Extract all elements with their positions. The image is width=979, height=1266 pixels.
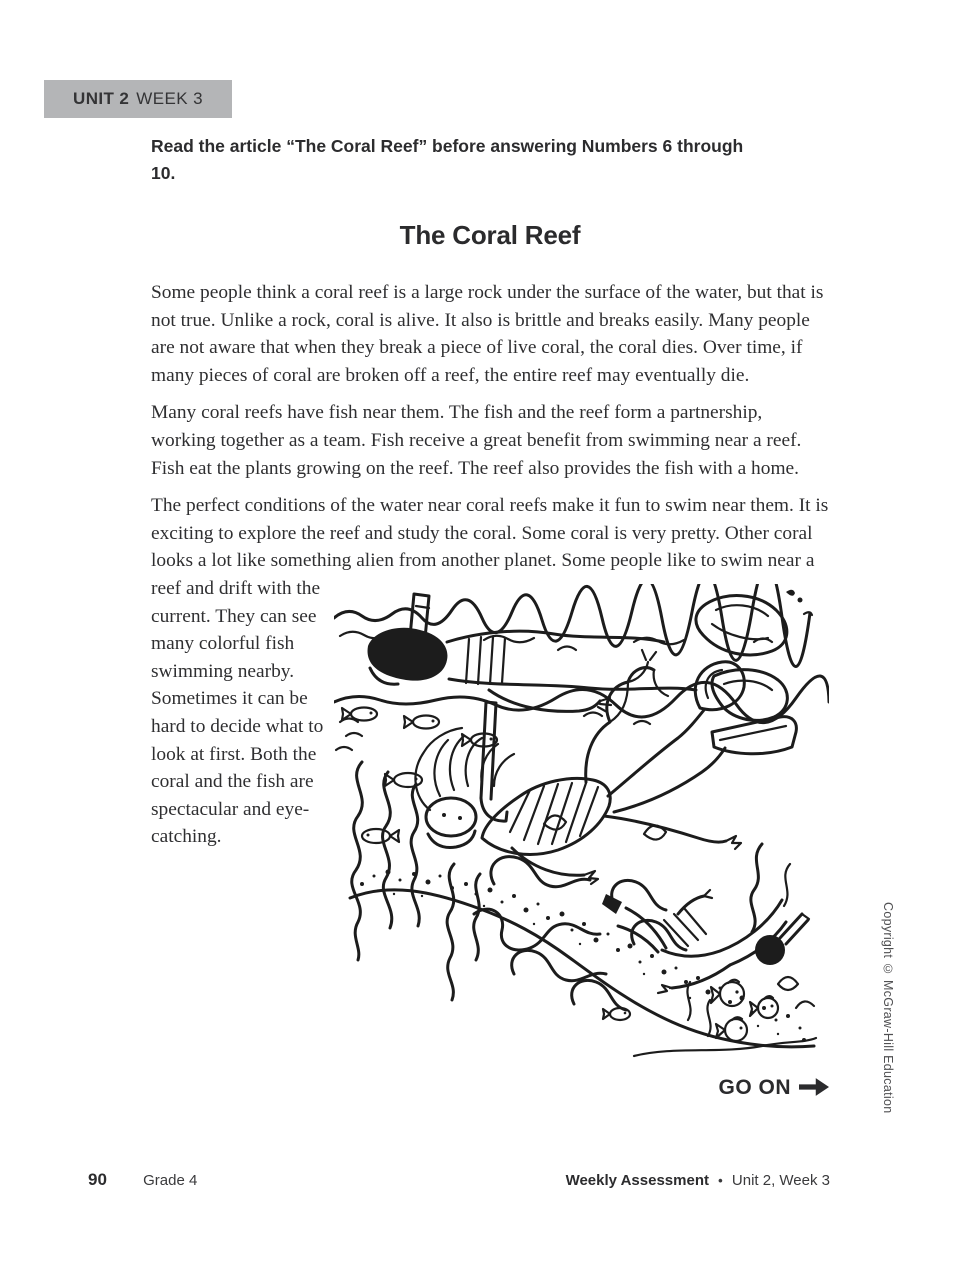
footer-left <box>88 1170 197 1190</box>
article-paragraph: The perfect conditions of the water near coral reefs make it fun to swim near them. It is exciting to explore the reef and study the coral. Some coral is very pretty. Other coral looks a lot like something alien from another planet. Some people like to swim near a reef and drift with the current. They can see many colorful fish swimming nearby. Sometimes it can be hard to decide what to look at first. Both the coral and the fish are spectacular and eye-catching. <box>151 495 829 848</box>
grade-label: Grade 4 <box>143 1172 198 1189</box>
article-content <box>151 133 829 1102</box>
article-paragraph: Many coral reefs have fish near them. The fish and the reef form a partnership, working together as a team. Fish receive a great benefit from swimming near a reef. Fish eat the plants growing on the reef. The reef also provides the fish with a home. <box>151 402 802 479</box>
coral-reef-illustration-drawing <box>334 584 829 1062</box>
page-footer <box>88 1170 830 1190</box>
footer-unit-week: Unit 2, Week 3 <box>731 1172 830 1189</box>
go-on-arrow-icon <box>799 1078 829 1102</box>
copyright-sidebar-text: Copyright © McGraw-Hill Education <box>881 902 895 1114</box>
week-label: WEEK 3 <box>136 89 203 108</box>
unit-week-badge <box>44 80 232 118</box>
unit-label: UNIT 2 <box>73 89 130 108</box>
page-number: 90 <box>88 1170 107 1189</box>
go-on <box>151 1062 829 1102</box>
go-on-label: GO ON <box>718 1076 791 1100</box>
coral-reef-illustration <box>324 492 829 1062</box>
footer-right <box>566 1172 830 1189</box>
footer-separator: • <box>718 1173 723 1188</box>
footer-doc-title: Weekly Assessment <box>565 1172 709 1189</box>
article-paragraph: Some people think a coral reef is a large rock under the surface of the water, but that is not true. Unlike a rock, coral is alive. It also is brittle and breaks easily. Many people are not aware that when they break a piece of live coral, the coral dies. Over time, if many pieces of coral are broken off a reef, the entire reef may eventually die. <box>151 282 824 386</box>
article-body <box>151 279 829 1102</box>
instruction-text: Read the article “The Coral Reef” before answering Numbers 6 through 10. <box>151 136 744 183</box>
article-title: The Coral Reef <box>399 220 581 250</box>
